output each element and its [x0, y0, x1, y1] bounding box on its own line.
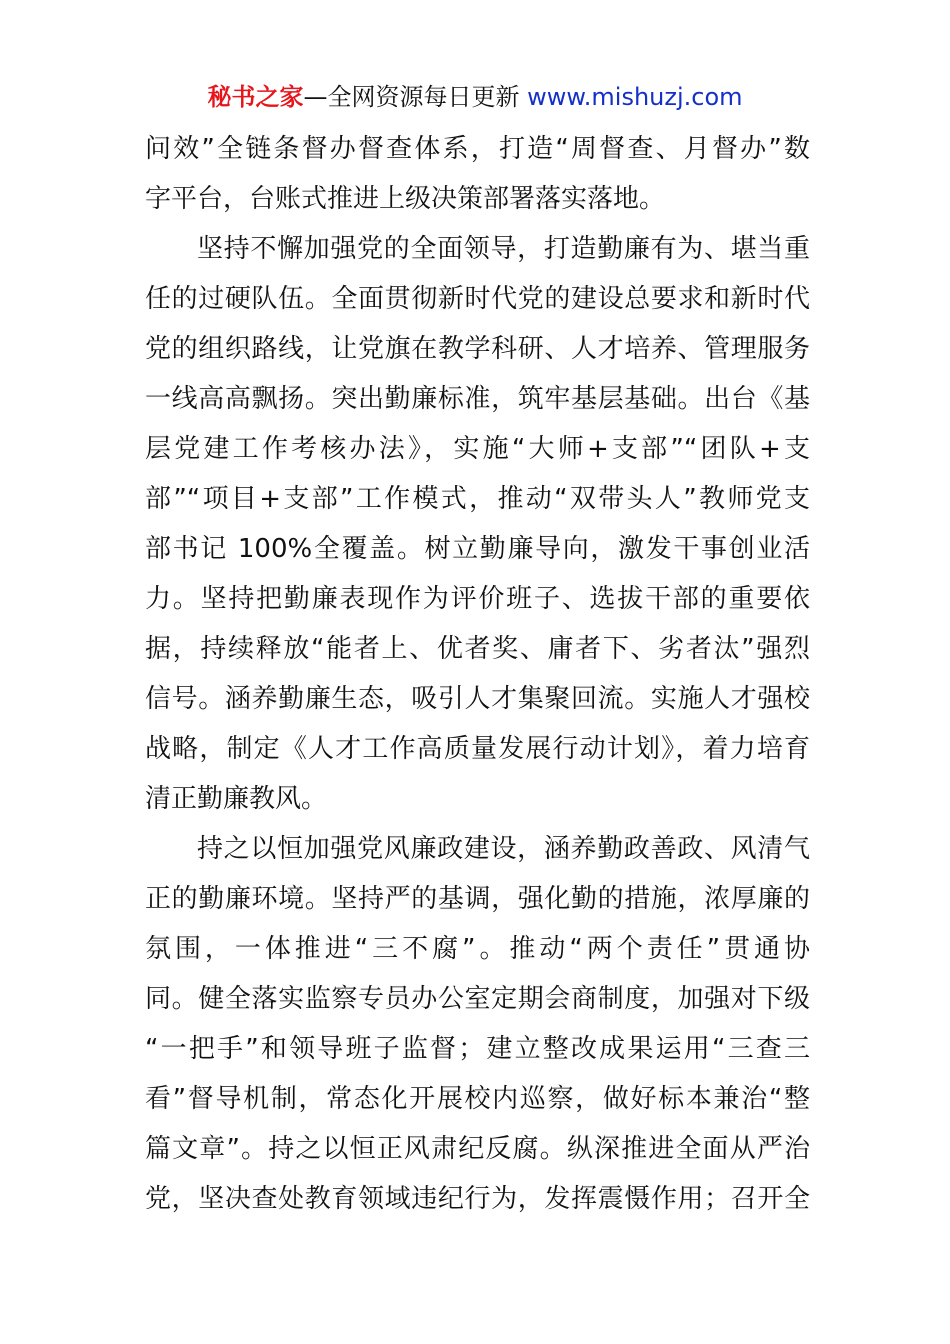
text-line: 任的过硬队伍。全面贯彻新时代党的建设总要求和新时代 [145, 284, 810, 314]
text-line: 据，持续释放“能者上、优者奖、庸者下、劣者汰”强烈 [145, 634, 810, 664]
text-line: 力。坚持把勤廉表现作为评价班子、选拔干部的重要依 [145, 584, 810, 614]
paragraph-start-line: 坚持不懈加强党的全面领导，打造勤廉有为、堪当重 [197, 234, 810, 264]
text-line: 部”“项目+支部”工作模式，推动“双带头人”教师党支 [145, 484, 810, 514]
document-body [145, 124, 810, 1224]
text-line: 层党建工作考核办法》，实施“大师+支部”“团队+支 [145, 434, 810, 464]
text-line: 党，坚决查处教育领域违纪行为，发挥震慑作用；召开全 [145, 1184, 810, 1214]
text-line: 信号。涵养勤廉生态，吸引人才集聚回流。实施人才强校 [145, 684, 810, 714]
text-line: 正的勤廉环境。坚持严的基调，强化勤的措施，浓厚廉的 [145, 884, 810, 914]
text-line: 清正勤廉教风。 [145, 784, 328, 814]
text-line: 部书记 100%全覆盖。树立勤廉导向，激发干事创业活 [145, 534, 810, 564]
site-tagline: —全网资源每日更新 [303, 83, 528, 111]
site-url-link[interactable]: www.mishuzj.com [527, 83, 743, 111]
paragraph-start-line: 持之以恒加强党风廉政建设，涵养勤政善政、风清气 [197, 834, 810, 864]
text-line: 字平台，台账式推进上级决策部署落实落地。 [145, 184, 666, 214]
text-line: 一线高高飘扬。突出勤廉标准，筑牢基层基础。出台《基 [145, 384, 810, 414]
text-line: 党的组织路线，让党旗在教学科研、人才培养、管理服务 [145, 334, 810, 364]
site-header [0, 80, 950, 114]
text-line: 同。健全落实监察专员办公室定期会商制度，加强对下级 [145, 984, 810, 1014]
text-line: 篇文章”。持之以恒正风肃纪反腐。纵深推进全面从严治 [145, 1134, 810, 1164]
text-line: 看”督导机制，常态化开展校内巡察，做好标本兼治“整 [145, 1084, 810, 1114]
text-line: 氛围，一体推进“三不腐”。推动“两个责任”贯通协 [145, 934, 810, 964]
text-line: 问效”全链条督办督查体系，打造“周督查、月督办”数 [145, 134, 810, 164]
site-brand: 秘书之家 [207, 83, 304, 111]
text-line: “一把手”和领导班子监督；建立整改成果运用“三查三 [145, 1034, 810, 1064]
text-line: 战略，制定《人才工作高质量发展行动计划》，着力培育 [145, 734, 810, 764]
